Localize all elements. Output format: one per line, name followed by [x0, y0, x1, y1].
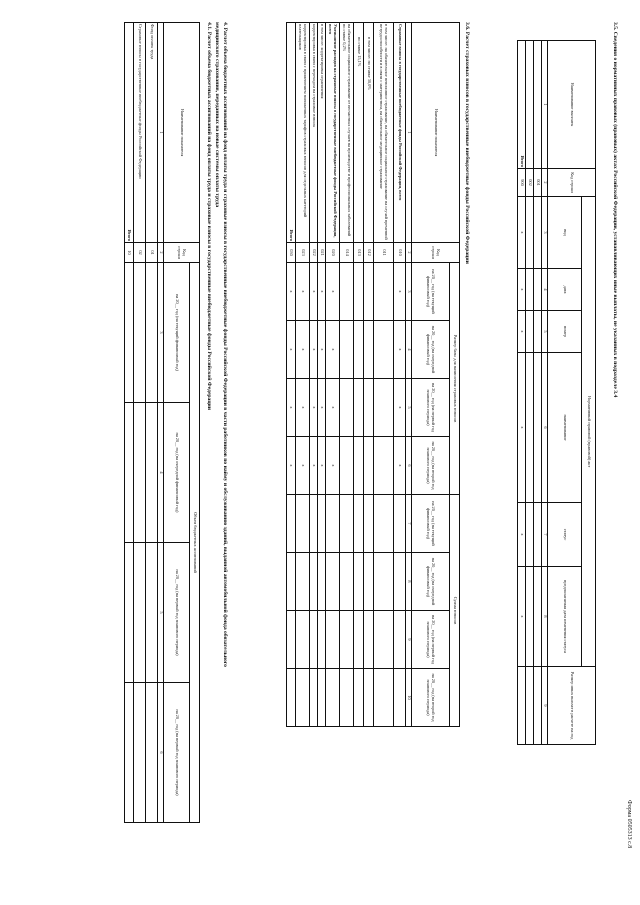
s4-row-code: 02 [133, 243, 145, 263]
s36-header-code: Код строки [411, 243, 459, 263]
table-cell [133, 263, 145, 403]
x-mark: x [393, 437, 405, 495]
x-mark: x [517, 269, 525, 311]
x-mark: x [317, 379, 325, 437]
table-cell [525, 311, 533, 353]
section-3-5-title: 3.5. Сведения о нормативных правовых (правовых) актах Российской Федерации, устанавливающих иные выплаты, не указанных в подразделе 3.4 [612, 22, 618, 398]
s35-colnum: 2 [541, 169, 547, 197]
table-cell [353, 263, 363, 321]
s36-colnum: 9 [405, 611, 411, 669]
table-cell [309, 669, 317, 727]
s36-colnum: 6 [405, 437, 411, 495]
s36-colnum: 8 [405, 553, 411, 611]
s36-header-y4: на 20__ год (на второй год планового периода) [411, 437, 449, 495]
x-mark: x [317, 263, 325, 321]
s35-header-size: Размер иных выплат в расчете на год [547, 667, 595, 745]
table-cell [363, 263, 373, 321]
table-cell [317, 495, 325, 553]
s35-row-code: 001 [533, 169, 541, 197]
s35-header-num: номер [547, 311, 581, 353]
s36-row-code: 020 [325, 243, 339, 263]
table-cell [363, 495, 373, 553]
table-cell [393, 495, 405, 553]
table-cell [373, 379, 393, 437]
s35-header-pred: предполагаемая дата изменения статуса [547, 567, 581, 667]
x-mark: x [295, 321, 309, 379]
s4-colnum: 4 [157, 403, 163, 543]
table-cell [325, 669, 339, 727]
table-cell [533, 269, 541, 311]
s35-colnum: 3 [541, 197, 547, 269]
table-cell [353, 437, 363, 495]
table-cell [373, 553, 393, 611]
table-cell [373, 263, 393, 321]
table-cell [339, 263, 353, 321]
table-cell [525, 667, 533, 745]
x-mark: x [309, 321, 317, 379]
s35-colnum: 1 [541, 41, 547, 169]
table-cell [133, 543, 145, 683]
table-cell [124, 263, 133, 403]
s36-row-code: 012 [363, 243, 373, 263]
s35-colnum: 9 [541, 667, 547, 745]
s36-header-y4: на 20__ год (на второй год планового периода) [411, 669, 449, 727]
table-cell [363, 379, 373, 437]
x-mark: x [286, 437, 295, 495]
s4-itogo: Итого [124, 23, 133, 243]
table-cell [363, 321, 373, 379]
table-cell [353, 669, 363, 727]
s35-colnum: 8 [541, 567, 547, 667]
s4-header-code: Код строки [163, 243, 199, 263]
s4-header-y4: на 20__ год (на первый год планового периода) [163, 683, 189, 823]
table-cell [309, 611, 317, 669]
table-cell [533, 311, 541, 353]
table-cell [525, 41, 533, 169]
x-mark: x [517, 197, 525, 269]
s36-header-y1: на 20__ год (на текущий финансовый год) [411, 263, 449, 321]
s36-header-y3: на 20__ год (на первый год планового периода) [411, 611, 449, 669]
table-cell [286, 495, 295, 553]
table-cell [133, 683, 145, 823]
s36-row-name: в том числе: по ставке 30,0% [363, 23, 373, 243]
s36-header-y2: на 20__ год (на очередной финансовый год) [411, 553, 449, 611]
s4-itogo-code: 10 [124, 243, 133, 263]
s4-header-y1: на 20__ год (на текущий финансовый год) [163, 263, 189, 403]
s36-row-name: корректировка в связи с применением пониженных тарифов страховых взносов для отдельных категорий плательщиков [295, 23, 309, 243]
x-mark: x [317, 437, 325, 495]
s35-header-act: Нормативный правовой (правовой) акт [581, 197, 595, 667]
table-cell [339, 611, 353, 669]
table-cell [339, 321, 353, 379]
x-mark: x [393, 321, 405, 379]
x-mark: x [517, 567, 525, 667]
s35-colnum: 5 [541, 311, 547, 353]
table-cell [393, 553, 405, 611]
s35-itogo-code: 900 [517, 169, 525, 197]
s35-colnum: 4 [541, 269, 547, 311]
table-cell [533, 41, 541, 169]
table-cell [317, 553, 325, 611]
s35-colnum: 6 [541, 353, 547, 503]
table-cell [363, 611, 373, 669]
x-mark: x [393, 379, 405, 437]
table-cell [309, 495, 317, 553]
table-cell [317, 611, 325, 669]
s36-row-code: 013 [353, 243, 363, 263]
table-cell [339, 495, 353, 553]
table-cell [339, 553, 353, 611]
s4-header-name: Наименование показателя [163, 23, 199, 243]
table-cell [325, 553, 339, 611]
table-cell [525, 503, 533, 567]
table-cell [325, 611, 339, 669]
table-cell [339, 437, 353, 495]
table-3-6 [286, 22, 460, 727]
table-cell [363, 437, 373, 495]
table-cell [533, 667, 541, 745]
table-cell [373, 669, 393, 727]
table-cell [525, 353, 533, 503]
x-mark: x [295, 379, 309, 437]
x-mark: x [517, 503, 525, 567]
table-cell [393, 669, 405, 727]
table-cell [295, 495, 309, 553]
s35-header-date: дата [547, 269, 581, 311]
table-cell [525, 269, 533, 311]
s36-row-name: по ставке 15,1% [353, 23, 363, 243]
table-cell [295, 611, 309, 669]
s35-colnum: 7 [541, 503, 547, 567]
table-cell [353, 553, 363, 611]
s36-colnum: 4 [405, 321, 411, 379]
section-3-6-title: 3.6. Расчет страховых взносов в государственные внебюджетные фонды Российской Федерации [464, 22, 470, 264]
s4-colnum: 2 [157, 243, 163, 263]
s4-colnum: 1 [157, 23, 163, 243]
table-cell [295, 669, 309, 727]
table-cell [363, 669, 373, 727]
x-mark: x [517, 311, 525, 353]
s35-header-name: Наименование выплаты [547, 41, 595, 169]
table-cell [133, 403, 145, 543]
table-cell [373, 437, 393, 495]
table-cell [145, 263, 157, 403]
table-cell [525, 197, 533, 269]
table-cell [286, 553, 295, 611]
table-cell [533, 503, 541, 567]
s36-row-name: на обязательное социальное страхование от несчастных случаев на производстве и профессиональных заболеваний по ставке 0,2% [339, 23, 353, 243]
s36-header-y3: на 20__ год (на первый год планового периода) [411, 379, 449, 437]
x-mark: x [517, 353, 525, 503]
s4-row-name: Страховые взносы в государственные внебюджетные фонды Российской Федерации [133, 23, 145, 243]
s36-header-sum: Сумма взносов [449, 495, 459, 727]
table-cell [295, 553, 309, 611]
table-cell [533, 567, 541, 667]
s36-colnum: 10 [405, 669, 411, 727]
x-mark: x [325, 437, 339, 495]
s4-row-code: 01 [145, 243, 157, 263]
s36-colnum: 3 [405, 263, 411, 321]
s36-colnum: 1 [405, 23, 411, 243]
s36-header-y2: на 20__ год (на очередной финансовый год) [411, 321, 449, 379]
table-cell [353, 321, 363, 379]
s4-colnum: 5 [157, 543, 163, 683]
s36-row-name: в том числе: на обязательное пенсионное страхование, на обязательное социальное страхование на случай временной нетрудоспособности и в связи с материнством, на обязательное медицинское страхование [373, 23, 393, 243]
table-cell [353, 611, 363, 669]
s36-row-name: Уменьшение расходов на страховые взносы в государственные внебюджетные фонды Российской Федерации, всего [325, 23, 339, 243]
table-cell [353, 379, 363, 437]
x-mark: x [295, 263, 309, 321]
table-cell [145, 683, 157, 823]
x-mark: x [286, 379, 295, 437]
form-code: Форма 0505313 с.8 [626, 800, 632, 849]
table-cell [339, 669, 353, 727]
table-cell [124, 543, 133, 683]
table-3-5 [517, 40, 596, 745]
table-cell [533, 353, 541, 503]
s35-itogo: Итого [517, 41, 525, 169]
table-cell [124, 403, 133, 543]
s36-row-code: 021 [317, 243, 325, 263]
s36-colnum: 7 [405, 495, 411, 553]
table-cell [373, 611, 393, 669]
x-mark: x [317, 321, 325, 379]
s36-header-y1: на 20__ год (на текущий финансовый год) [411, 495, 449, 553]
s35-header-vid: вид [547, 197, 581, 269]
s36-row-name: корректировка в связи с переходом на страховые взносы [309, 23, 317, 243]
s36-header-base: Размер базы для начисления страховых взносов [449, 263, 459, 495]
s36-row-code: 014 [339, 243, 353, 263]
x-mark: x [286, 263, 295, 321]
s4-row-name: Фонд оплаты труда [145, 23, 157, 243]
x-mark: x [309, 379, 317, 437]
s36-itogo: Итого [286, 23, 295, 243]
table-cell [309, 553, 317, 611]
section-4-1-title: 4.1. Расчет объема бюджетных ассигнований на фонд оплаты труда и страховые взносы в государственные внебюджетные фонды Российской Федерации [206, 22, 212, 411]
s36-colnum: 2 [405, 243, 411, 263]
s36-row-name: в том числе: корректировка ограничения [317, 23, 325, 243]
table-cell [353, 495, 363, 553]
x-mark: x [325, 263, 339, 321]
s35-header-aname: наименование [547, 353, 581, 503]
x-mark: x [309, 437, 317, 495]
s4-header-y3: на 20__ год (на первый год планового периода) [163, 543, 189, 683]
s35-row-code: 002 [525, 169, 533, 197]
table-cell [363, 553, 373, 611]
s4-header-y2: на 20__ год (на очередной финансовый год) [163, 403, 189, 543]
section-4-title: 4. Расчет объема бюджетных ассигнований на фонд оплаты труда и страховые взносы в государственные внебюджетные фонды Российской Федерации в части работников по найму и обслуживанию зданий, выданной автомобильной фонда обязательного [222, 22, 228, 667]
table-cell [325, 495, 339, 553]
s36-row-code: 022 [309, 243, 317, 263]
table-cell [517, 667, 525, 745]
s35-header-status: статус [547, 503, 581, 567]
s4-header-vol: Объем бюджетных ассигнований [189, 263, 199, 823]
table-cell [317, 669, 325, 727]
x-mark: x [393, 263, 405, 321]
s36-row-code: 023 [295, 243, 309, 263]
x-mark: x [286, 321, 295, 379]
s36-row-name: Страховые взносы в государственные внебюджетные фонды Российской Федерации, всего [393, 23, 405, 243]
s4-colnum: 3 [157, 263, 163, 403]
x-mark: x [325, 379, 339, 437]
table-cell [533, 197, 541, 269]
s36-itogo-code: 030 [286, 243, 295, 263]
x-mark: x [325, 321, 339, 379]
s36-row-code: 011 [373, 243, 393, 263]
table-cell [145, 543, 157, 683]
table-cell [525, 567, 533, 667]
table-cell [393, 611, 405, 669]
table-cell [286, 611, 295, 669]
table-cell [145, 403, 157, 543]
table-cell [339, 379, 353, 437]
s35-header-code: Код строки [547, 169, 595, 197]
table-cell [373, 321, 393, 379]
s4-colnum: 6 [157, 683, 163, 823]
s36-header-name: Наименование показателя [411, 23, 459, 243]
table-cell [373, 495, 393, 553]
s36-colnum: 5 [405, 379, 411, 437]
s36-row-code: 010 [393, 243, 405, 263]
table-cell [286, 669, 295, 727]
table-4-1 [124, 22, 200, 823]
table-cell [124, 683, 133, 823]
section-4-title-cont: медицинского страхования, переданных на новые системы оплаты труда [214, 22, 220, 208]
x-mark: x [309, 263, 317, 321]
x-mark: x [295, 437, 309, 495]
